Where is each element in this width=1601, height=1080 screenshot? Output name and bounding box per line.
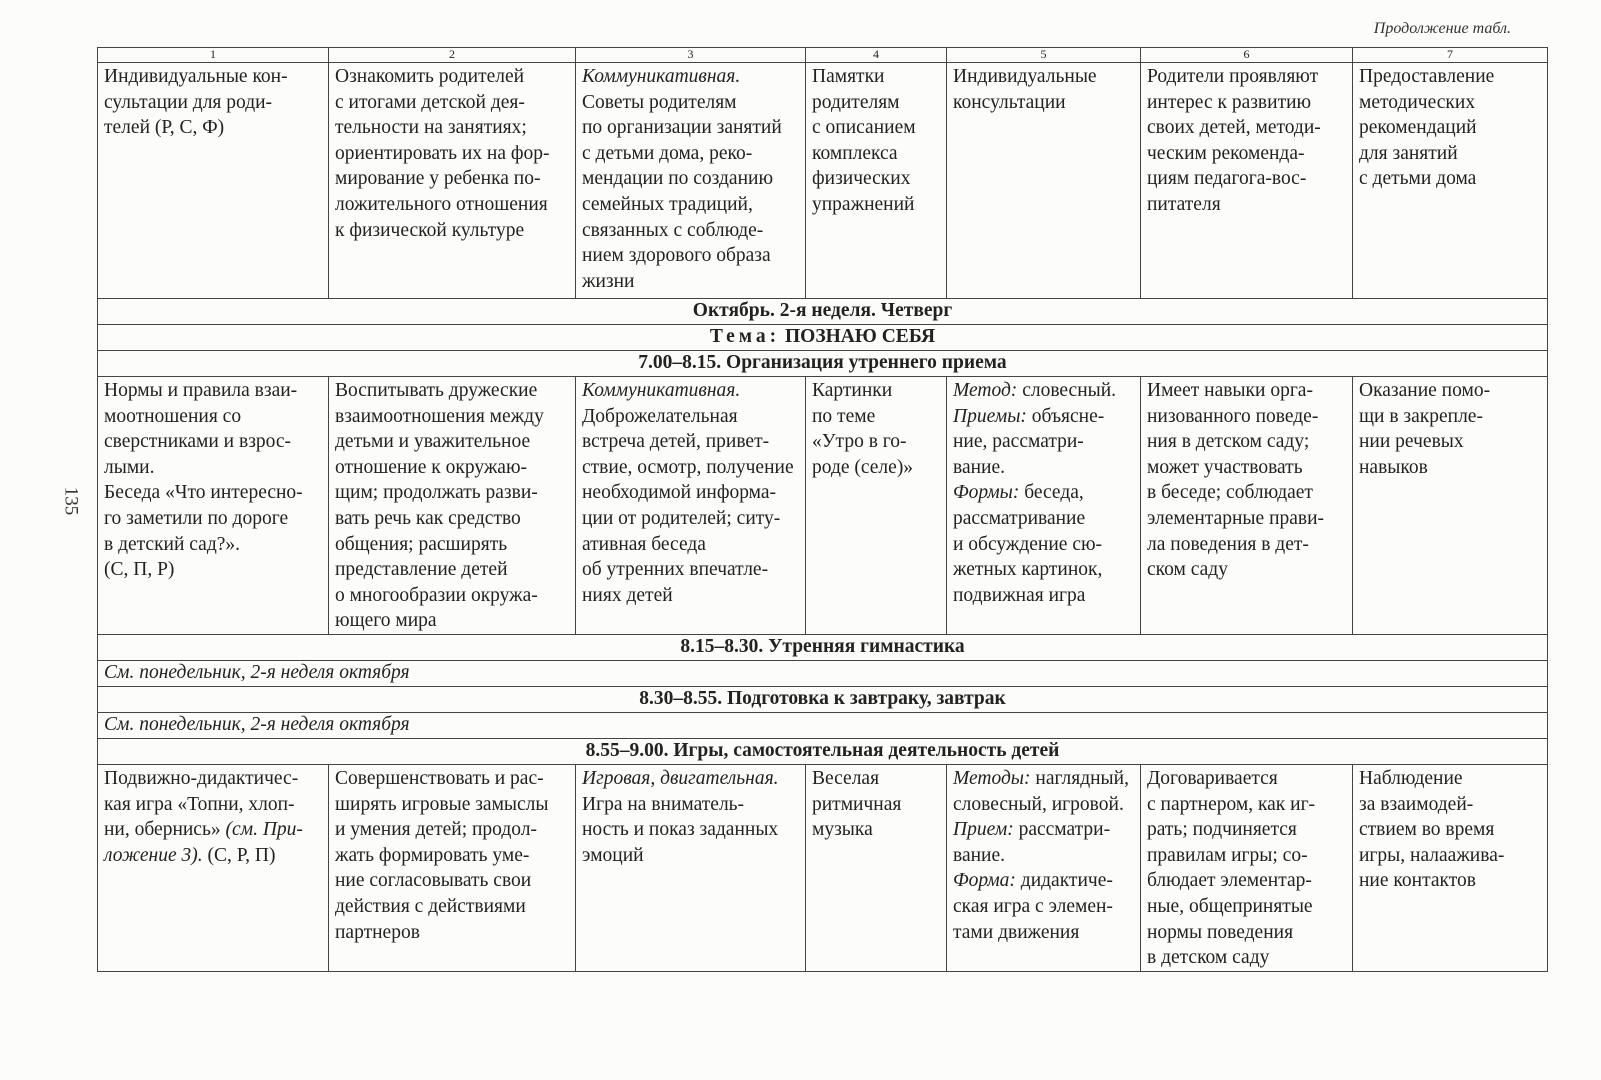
table-cell: Нормы и правила взаи- моотношения со сверстниками и взрос- лыми. Беседа «Что интересно- го заметили по дороге в детский сад?». (С, П, Р) bbox=[98, 377, 329, 635]
table-row bbox=[98, 764, 1548, 971]
table-cell: Наблюдение за взаимодей- ствием во время игры, налаажива- ние контактов bbox=[1353, 764, 1548, 971]
column-number: 2 bbox=[329, 48, 576, 63]
section-heading: 8.15–8.30. Утренняя гимнастика bbox=[98, 634, 1548, 660]
table-cell: Оказание помо- щи в закрепле- нии речевых навыков bbox=[1353, 377, 1548, 635]
section-banner-week bbox=[98, 299, 1548, 325]
section-note-breakfast bbox=[98, 712, 1548, 738]
section-note-gymnastics bbox=[98, 660, 1548, 686]
table-cell: Памятки родителям с описанием комплекса физических упражнений bbox=[806, 63, 947, 299]
table-cell: Метод: словесный. Приемы: объясне- ние, рассматри- вание. Формы: беседа, рассматривание и обсуждение сю- жетных картинок, подвижная игра bbox=[947, 377, 1141, 635]
section-heading: 8.30–8.55. Подготовка к завтраку, завтрак bbox=[98, 686, 1548, 712]
table-row bbox=[98, 377, 1548, 635]
table-cell: Веселая ритмичная музыка bbox=[806, 764, 947, 971]
table-cell: Картинки по теме «Утро в го- роде (селе)» bbox=[806, 377, 947, 635]
section-heading: 8.55–9.00. Игры, самостоятельная деятельность детей bbox=[98, 738, 1548, 764]
section-banner-games bbox=[98, 738, 1548, 764]
table-continuation-caption: Продолжение табл. bbox=[1373, 20, 1511, 37]
table-cell: Коммуникативная. Доброжелательная встреча детей, привет- ствие, осмотр, получение необходимой информа- ции от родителей; ситу- ативная беседа об утренних впечатле- ниях детей bbox=[576, 377, 806, 635]
column-number: 7 bbox=[1353, 48, 1548, 63]
table-cell: Методы: наглядный, словесный, игровой. Прием: рассматри- вание. Форма: дидактиче- ская игра с элемен- тами движения bbox=[947, 764, 1141, 971]
section-heading: Октябрь. 2-я неделя. Четверг bbox=[98, 299, 1548, 325]
column-number: 5 bbox=[947, 48, 1141, 63]
reference-note: См. понедельник, 2-я неделя октября bbox=[98, 712, 1548, 738]
lesson-plan-table bbox=[97, 47, 1548, 972]
theme-value: ПОЗНАЮ СЕБЯ bbox=[780, 326, 936, 347]
section-banner-morning bbox=[98, 351, 1548, 377]
column-number-row bbox=[98, 48, 1548, 63]
table-cell: Совершенствовать и рас- ширять игровые замыслы и умения детей; продол- жать формировать уме- ние согласовывать свои действия с действиями партнеров bbox=[329, 764, 576, 971]
section-heading: 7.00–8.15. Организация утреннего приема bbox=[98, 351, 1548, 377]
table-cell: Имеет навыки орга- низованного поведе- ния в детском саду; может участвовать в беседе; соблюдает элементарные прави- ла поведения в дет- ском саду bbox=[1141, 377, 1353, 635]
reference-note: См. понедельник, 2-я неделя октября bbox=[98, 660, 1548, 686]
section-heading bbox=[98, 325, 1548, 351]
table-cell: Ознакомить родителей с итогами детской дея- тельности на занятиях; ориентировать их на фор- мирование у ребенка по- ложительного отношения к физической культуре bbox=[329, 63, 576, 299]
section-banner-theme bbox=[98, 325, 1548, 351]
table-cell: Предоставление методических рекомендаций для занятий с детьми дома bbox=[1353, 63, 1548, 299]
column-number: 3 bbox=[576, 48, 806, 63]
table-cell: Коммуникативная. Советы родителям по организации занятий с детьми дома, реко- мендации по созданию семейных традиций, связанных с соблюде- нием здорового образа жизни bbox=[576, 63, 806, 299]
table-cell: Договаривается с партнером, как иг- рать; подчиняется правилам игры; со- блюдает элементар- ные, общепринятые нормы поведения в детском саду bbox=[1141, 764, 1353, 971]
theme-label: Тема: bbox=[709, 326, 781, 347]
section-banner-breakfast bbox=[98, 686, 1548, 712]
table-cell: Подвижно-дидактичес- кая игра «Топни, хлоп- ни, обернись» (см. При- ложение 3). (С, Р, П) bbox=[98, 764, 329, 971]
table-cell: Индивидуальные консультации bbox=[947, 63, 1141, 299]
table-cell: Индивидуальные кон- сультации для роди- телей (Р, С, Ф) bbox=[98, 63, 329, 299]
column-number: 1 bbox=[98, 48, 329, 63]
table-cell: Воспитывать дружеские взаимоотношения между детьми и уважительное отношение к окружаю- щим; продолжать разви- вать речь как средство общения; расширять представление детей о многообразии окружа- ющего мира bbox=[329, 377, 576, 635]
table-cell: Родители проявляют интерес к развитию своих детей, методи- ческим рекоменда- циям педагога-вос- питателя bbox=[1141, 63, 1353, 299]
column-number: 6 bbox=[1141, 48, 1353, 63]
column-number: 4 bbox=[806, 48, 947, 63]
page-number: 135 bbox=[60, 486, 82, 516]
table-row bbox=[98, 63, 1548, 299]
table-cell: Игровая, двигательная. Игра на вниматель- ность и показ заданных эмоций bbox=[576, 764, 806, 971]
section-banner-gymnastics bbox=[98, 634, 1548, 660]
